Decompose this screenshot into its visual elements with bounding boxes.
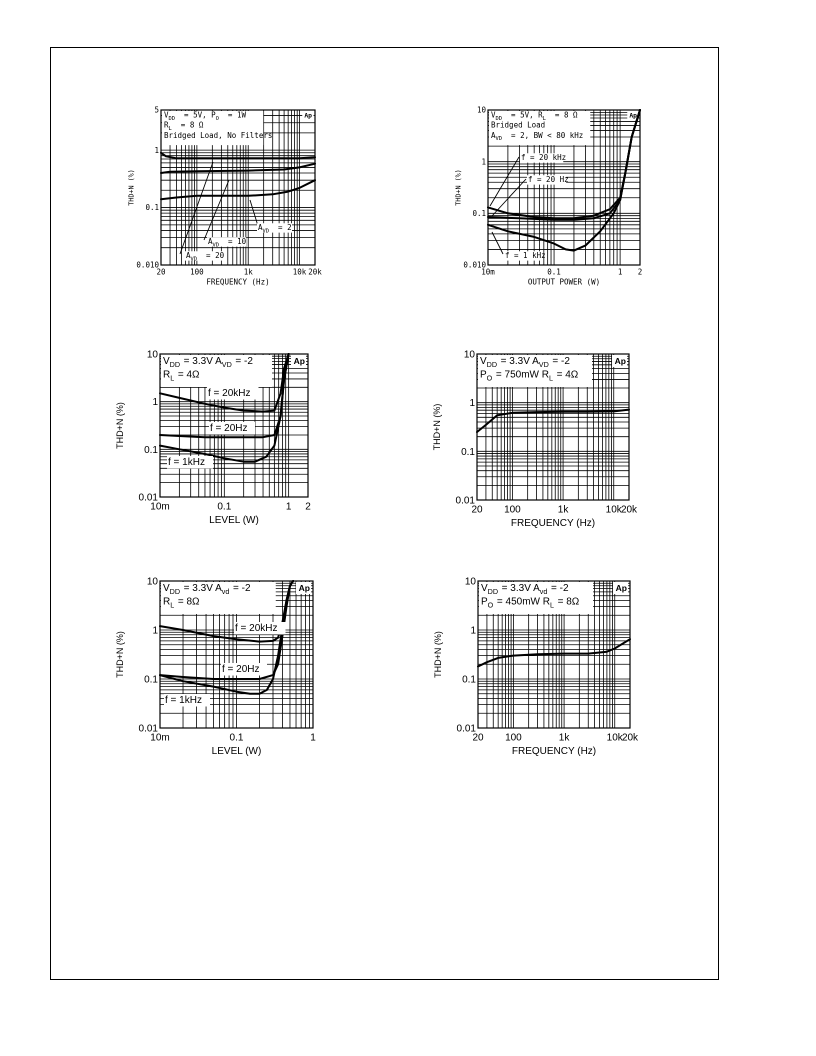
x-tick-label: 0.1 <box>547 267 561 277</box>
legend-line: $R_L$ = 8Ω <box>163 596 200 610</box>
y-tick-label: 0.01 <box>138 723 158 735</box>
curve-label: f = 1 kHz <box>505 251 546 260</box>
ap-logo: Ap <box>629 111 637 120</box>
ap-logo: Ap <box>304 111 312 120</box>
x-tick-label: 10m <box>481 267 495 277</box>
y-tick-label: 0.01 <box>456 723 476 735</box>
x-tick-label: 1k <box>558 732 570 744</box>
y-tick-label: 1 <box>469 398 475 410</box>
curve-label: f = 20 Hz <box>528 175 569 184</box>
y-tick-label: 0.01 <box>138 492 158 504</box>
x-tick-label: 20k <box>308 267 322 277</box>
y-tick-label: 0.1 <box>461 446 475 458</box>
x-axis-label: FREQUENCY (Hz) <box>206 277 270 287</box>
legend-line: $V_{DD}$ = 3.3V $A_{VD}$ = -2 <box>163 356 253 369</box>
x-axis-label: FREQUENCY (Hz) <box>510 518 596 529</box>
curve-label: f = 20kHz <box>235 623 278 634</box>
ap-logo: Ap <box>615 583 627 593</box>
y-tick-label: 1 <box>152 397 158 409</box>
x-tick-label: 1k <box>243 267 253 277</box>
x-tick-label: 20k <box>621 732 639 744</box>
legend-line: $V_{DD}$ = 5V, $R_L$ = 8 Ω <box>491 110 578 122</box>
legend-line: $R_L$ = 8 Ω <box>164 120 204 132</box>
legend-line: $V_{DD}$ = 3.3V $A_{vd}$ = -2 <box>481 583 569 596</box>
legend-line: $P_O$ = 750mW $R_L$ = 4Ω <box>480 369 579 383</box>
x-tick-label: 100 <box>505 732 522 744</box>
legend-line: $V_{DD}$ = 5V, $P_O$ = 1W <box>164 110 246 122</box>
y-tick-label: 5 <box>154 105 159 115</box>
legend-line: $R_L$ = 4Ω <box>163 369 200 383</box>
legend-line: $V_{DD}$ = 3.3V $A_{vd}$ = -2 <box>163 583 251 596</box>
curve-label: f = 20kHz <box>208 388 251 399</box>
curve-label: f = 20Hz <box>222 664 260 675</box>
x-tick-label: 10m <box>150 732 170 744</box>
y-tick-label: 10 <box>146 349 158 361</box>
y-tick-label: 10 <box>464 576 476 588</box>
y-tick-label: 1 <box>152 625 158 637</box>
x-tick-label: 10k <box>605 504 622 516</box>
x-axis-label: FREQUENCY (Hz) <box>511 746 597 757</box>
y-tick-label: 0.1 <box>145 203 159 213</box>
y-tick-label: 0.1 <box>462 674 476 686</box>
legend-line: Bridged Load, No Filters <box>164 130 273 140</box>
y-axis-label: THD+N (%) <box>433 631 443 678</box>
y-tick-label: 10 <box>476 105 486 115</box>
curve-label: f = 20Hz <box>210 423 248 434</box>
curve-label: f = 1kHz <box>168 457 205 468</box>
y-tick-label: 0.1 <box>144 444 158 456</box>
legend-line: $V_{DD}$ = 3.3V $A_{VD}$ = -2 <box>480 356 570 369</box>
y-axis-label: THD+N (%) <box>115 631 125 678</box>
legend-block <box>479 582 593 614</box>
y-tick-label: 10 <box>146 576 158 588</box>
curve-label: $A_{VD}$ = 2 <box>258 223 292 235</box>
x-tick-label: 1k <box>557 504 569 516</box>
x-axis-label: LEVEL (W) <box>209 515 259 526</box>
y-tick-label: 0.1 <box>472 208 486 218</box>
y-tick-label: 0.010 <box>463 260 486 270</box>
y-tick-label: 10 <box>463 349 475 361</box>
y-axis-label: THD+N (%) <box>127 169 136 206</box>
ap-logo: Ap <box>293 356 305 366</box>
y-tick-label: 0.010 <box>136 260 159 270</box>
curve-label: $A_{VD}$ = 20 <box>186 251 225 263</box>
x-tick-label: 100 <box>190 267 204 277</box>
x-tick-label: 2 <box>637 267 643 277</box>
y-axis-label: THD+N (%) <box>454 169 463 206</box>
x-axis-label: OUTPUT POWER (W) <box>527 277 601 287</box>
x-tick-label: 10k <box>292 267 307 277</box>
ap-logo: Ap <box>614 356 626 366</box>
x-tick-label: 2 <box>305 501 311 513</box>
x-tick-label: 0.1 <box>229 732 244 744</box>
x-axis-label: LEVEL (W) <box>211 746 262 757</box>
y-axis-label: THD+N (%) <box>432 403 442 451</box>
x-tick-label: 1 <box>310 732 316 744</box>
curve-label: $A_{VD}$ = 10 <box>208 237 247 249</box>
y-tick-label: 1 <box>154 145 159 155</box>
x-tick-label: 100 <box>504 504 521 516</box>
curve-label: f = 1kHz <box>165 695 202 706</box>
x-tick-label: 20 <box>156 267 166 277</box>
curve-label: f = 20 kHz <box>521 153 567 162</box>
y-tick-label: 0.01 <box>455 495 475 507</box>
x-tick-label: 0.1 <box>217 501 232 513</box>
ap-logo: Ap <box>298 583 310 593</box>
legend-line: $A_{VD}$ = 2, BW < 80 kHz <box>491 130 584 142</box>
legend-line: $P_O$ = 450mW $R_L$ = 8Ω <box>481 596 580 610</box>
x-tick-label: 10m <box>150 501 170 513</box>
x-tick-label: 20 <box>471 504 483 516</box>
x-tick-label: 20 <box>472 732 484 744</box>
x-tick-label: 10k <box>606 732 623 744</box>
y-tick-label: 0.1 <box>144 674 158 686</box>
x-tick-label: 20k <box>620 504 638 516</box>
y-tick-label: 1 <box>470 625 476 637</box>
x-tick-label: 1 <box>285 501 292 513</box>
y-tick-label: 1 <box>481 157 486 167</box>
legend-line: Bridged Load <box>491 120 546 130</box>
x-tick-label: 1 <box>617 267 623 277</box>
y-axis-label: THD+N (%) <box>115 402 125 449</box>
